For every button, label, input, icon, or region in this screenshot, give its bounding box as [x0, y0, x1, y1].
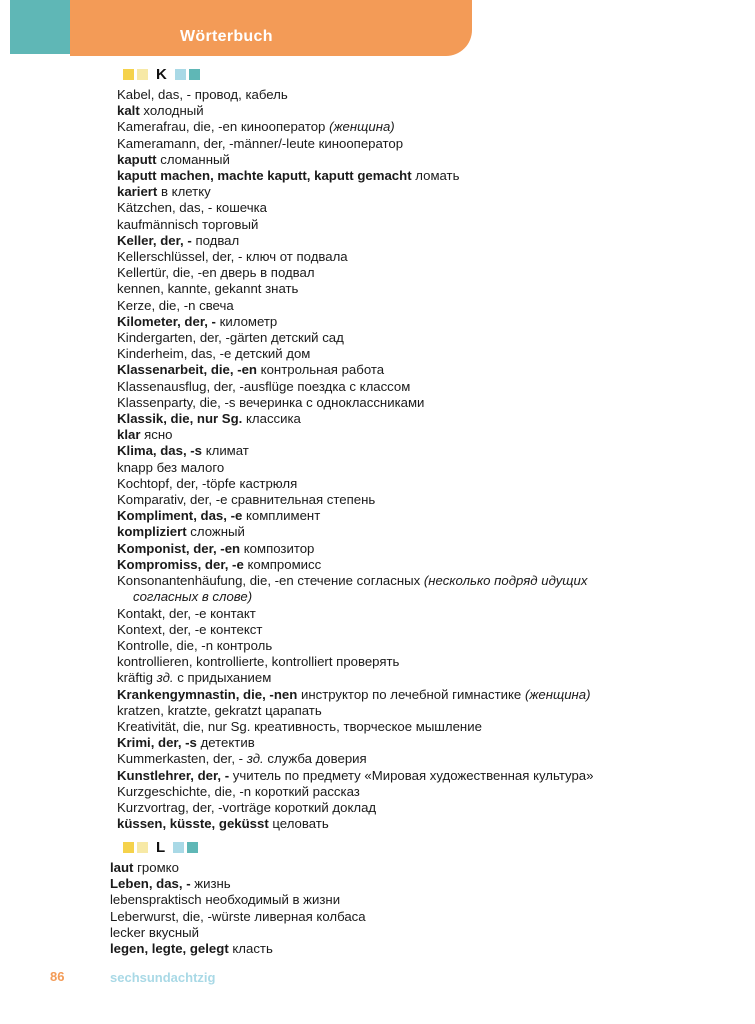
- dictionary-entry: [117, 670, 677, 686]
- german-word: Kontrolle, die, -n: [117, 637, 214, 653]
- russian-translation: кинооператор: [240, 119, 326, 135]
- russian-translation: контроль: [216, 637, 273, 653]
- russian-translation: вечеринка с одноклассниками: [239, 394, 425, 410]
- yellow-square-icon: [123, 842, 134, 853]
- dictionary-entry: [117, 638, 677, 654]
- dictionary-entry: [117, 654, 677, 670]
- dictionary-entry: [117, 735, 677, 751]
- dictionary-entry: [117, 703, 677, 719]
- page-number-word: sechsundachtzig: [110, 970, 216, 985]
- russian-translation: класть: [232, 941, 273, 957]
- german-word: knapp: [117, 459, 153, 475]
- dictionary-entry: [110, 892, 670, 908]
- german-word: Komparativ, der, -e: [117, 492, 228, 508]
- german-word: Kreativität, die, nur Sg.: [117, 718, 251, 734]
- russian-translation: учитель по предмету «Мировая художественная культура»: [232, 767, 594, 783]
- russian-translation: целовать: [272, 816, 329, 832]
- german-word: Klassenparty, die, -s: [117, 394, 236, 410]
- german-word: Kompromiss, der, -e: [117, 556, 244, 572]
- german-word: Klassik, die, nur Sg.: [117, 411, 243, 427]
- dictionary-entry: [117, 119, 677, 135]
- dictionary-entry: [117, 557, 677, 573]
- dictionary-entry: [110, 941, 670, 957]
- dictionary-entry: [117, 411, 677, 427]
- russian-translation: стечение согласных: [297, 573, 421, 589]
- russian-translation: проверять: [336, 654, 400, 670]
- dictionary-entry: [117, 184, 677, 200]
- russian-translation: контрольная работа: [260, 362, 385, 378]
- russian-translation: детский дом: [235, 346, 311, 362]
- russian-translation: сломанный: [160, 151, 230, 167]
- page-title: Wörterbuch: [180, 28, 273, 45]
- russian-translation: классика: [246, 411, 301, 427]
- german-word: Kontakt, der, -e: [117, 605, 207, 621]
- german-word: kompliziert: [117, 524, 187, 540]
- russian-translation: вкусный: [148, 924, 199, 940]
- german-word: Kunstlehrer, der, -: [117, 767, 230, 783]
- german-word: Kinderheim, das, -e: [117, 346, 232, 362]
- german-word: Leberwurst, die, -würste: [110, 908, 251, 924]
- russian-translation: дверь в подвал: [220, 265, 315, 281]
- russian-translation: кинооператор: [318, 135, 404, 151]
- german-word: Kätzchen, das, -: [117, 200, 213, 216]
- section-letter: K: [156, 65, 167, 83]
- german-word: Kindergarten, der, -gärten: [117, 330, 268, 346]
- russian-translation: короткий доклад: [274, 799, 377, 815]
- russian-translation: ливерная колбаса: [254, 908, 366, 924]
- german-word: Kontext, der, -e: [117, 621, 207, 637]
- dictionary-entry: [117, 265, 677, 281]
- entry-list-l: [110, 860, 670, 957]
- german-word: küssen, küsste, geküsst: [117, 816, 269, 832]
- german-word: kräftig: [117, 670, 153, 686]
- russian-translation: контекст: [210, 621, 263, 637]
- dictionary-entry: [117, 460, 677, 476]
- russian-translation: в клетку: [161, 184, 211, 200]
- russian-translation: знать: [265, 281, 299, 297]
- dictionary-entry: [117, 816, 677, 832]
- russian-translation: ключ от подвала: [246, 249, 348, 265]
- russian-translation: детектив: [200, 735, 255, 751]
- light-yellow-square-icon: [137, 842, 148, 853]
- dictionary-entry: [117, 606, 677, 622]
- translation-note: (женщина): [329, 119, 395, 135]
- german-word: Kabel, das, -: [117, 87, 192, 102]
- light-blue-square-icon: [173, 842, 184, 853]
- german-word: Krankengymnastin, die, -nen: [117, 686, 298, 702]
- russian-translation: комплимент: [245, 508, 321, 524]
- russian-translation: царапать: [265, 702, 322, 718]
- section-letter: L: [156, 838, 166, 856]
- russian-translation: необходимый в жизни: [205, 892, 341, 908]
- german-word: Kochtopf, der, -töpfe: [117, 475, 236, 491]
- russian-translation: свеча: [199, 297, 234, 313]
- russian-translation: сложный: [190, 524, 245, 540]
- translation-note: (несколько подряд идущих: [423, 573, 588, 589]
- abbreviation: зд.: [246, 751, 264, 767]
- dictionary-entry: [110, 876, 670, 892]
- dictionary-entry: [117, 152, 677, 168]
- entry-list-k: [117, 87, 677, 832]
- german-word: Kurzgeschichte, die, -n: [117, 783, 252, 799]
- russian-translation: кошечка: [215, 200, 267, 216]
- russian-translation: служба доверия: [267, 751, 367, 767]
- german-word: Kellertür, die, -en: [117, 265, 217, 281]
- russian-translation: композитор: [243, 540, 315, 556]
- german-word: kariert: [117, 184, 158, 200]
- german-word: Kellerschlüssel, der, -: [117, 249, 243, 265]
- dictionary-entry: [117, 346, 677, 362]
- dictionary-entry: [117, 168, 677, 184]
- german-word: legen, legte, gelegt: [110, 941, 229, 957]
- german-word: Keller, der, -: [117, 232, 192, 248]
- german-word: Kamerafrau, die, -en: [117, 119, 238, 135]
- german-word: Kilometer, der, -: [117, 313, 216, 329]
- russian-translation: ломать: [415, 168, 460, 184]
- dictionary-entry: [117, 508, 677, 524]
- russian-translation: креативность, творческое мышление: [254, 718, 482, 734]
- dictionary-entry: [117, 217, 677, 233]
- dictionary-entry: [117, 362, 677, 378]
- dictionary-entry: [117, 281, 677, 297]
- russian-translation: инструктор по лечебной гимнастике: [300, 686, 522, 702]
- dictionary-entry: [117, 249, 677, 265]
- russian-translation: кастрюля: [239, 475, 298, 491]
- dictionary-entry: [117, 719, 677, 735]
- light-yellow-square-icon: [137, 69, 148, 80]
- german-word: lecker: [110, 924, 146, 940]
- russian-translation: торговый: [202, 216, 259, 232]
- dictionary-entry: [117, 379, 677, 395]
- dictionary-entry: [117, 768, 677, 784]
- dictionary-entry: [117, 573, 677, 605]
- dictionary-entry: [117, 200, 677, 216]
- russian-translation: километр: [219, 313, 278, 329]
- german-word: Kummerkasten, der, -: [117, 751, 244, 767]
- dictionary-entry: [117, 395, 677, 411]
- abbreviation: зд.: [156, 670, 174, 686]
- german-word: Kameramann, der, -männer/-leute: [117, 135, 315, 151]
- dictionary-entry: [117, 784, 677, 800]
- russian-translation: детский сад: [270, 330, 344, 346]
- section-header-k: [123, 66, 200, 82]
- dictionary-entry: [117, 492, 677, 508]
- german-word: kaputt machen, machte kaputt, kaputt gemacht: [117, 168, 412, 184]
- german-word: kontrollieren, kontrollierte, kontrolliert: [117, 654, 333, 670]
- dictionary-entry: [117, 330, 677, 346]
- dictionary-entry: [117, 314, 677, 330]
- german-word: Kurzvortrag, der, -vorträge: [117, 799, 271, 815]
- teal-square-icon: [187, 842, 198, 853]
- russian-translation: громко: [137, 860, 179, 875]
- dictionary-entry: [117, 443, 677, 459]
- dictionary-entry: [117, 800, 677, 816]
- german-word: Konsonantenhäufung, die, -en: [117, 573, 294, 589]
- teal-square-icon: [189, 69, 200, 80]
- german-word: kratzen, kratzte, gekratzt: [117, 702, 262, 718]
- dictionary-entry: [117, 687, 677, 703]
- german-word: laut: [110, 860, 134, 875]
- german-word: klar: [117, 427, 141, 443]
- russian-translation: без малого: [156, 459, 225, 475]
- header-teal-block: [10, 0, 70, 54]
- german-word: Komponist, der, -en: [117, 540, 241, 556]
- german-word: Klassenarbeit, die, -en: [117, 362, 257, 378]
- dictionary-entry: [110, 860, 670, 876]
- dictionary-entry: [117, 476, 677, 492]
- german-word: Kerze, die, -n: [117, 297, 196, 313]
- russian-translation: контакт: [210, 605, 256, 621]
- german-word: kaputt: [117, 151, 157, 167]
- german-word: kalt: [117, 103, 140, 119]
- dictionary-entry: [117, 622, 677, 638]
- russian-translation: с придыханием: [177, 670, 272, 686]
- german-word: kaufmännisch: [117, 216, 199, 232]
- dictionary-entry: [117, 751, 677, 767]
- dictionary-entry: [110, 909, 670, 925]
- dictionary-entry: [117, 87, 677, 103]
- russian-translation: поездка с классом: [297, 378, 411, 394]
- russian-translation: сравнительная степень: [231, 492, 376, 508]
- german-word: Kompliment, das, -e: [117, 508, 243, 524]
- german-word: Klassenausflug, der, -ausflüge: [117, 378, 294, 394]
- page-number: 86: [50, 969, 65, 984]
- translation-note: (женщина): [524, 686, 591, 702]
- dictionary-entry: [117, 103, 677, 119]
- dictionary-entry: [117, 136, 677, 152]
- german-word: lebenspraktisch: [110, 892, 202, 908]
- section-header-l: [123, 839, 198, 855]
- light-blue-square-icon: [175, 69, 186, 80]
- russian-translation: климат: [205, 443, 249, 459]
- dictionary-entry: [117, 427, 677, 443]
- russian-translation: короткий рассказ: [254, 783, 360, 799]
- yellow-square-icon: [123, 69, 134, 80]
- dictionary-entry: [117, 541, 677, 557]
- dictionary-entry: [117, 233, 677, 249]
- translation-note-continued: согласных в слове): [133, 589, 253, 605]
- german-word: Klima, das, -s: [117, 443, 203, 459]
- dictionary-entry: [110, 925, 670, 941]
- german-word: Krimi, der, -s: [117, 735, 197, 751]
- german-word: kennen, kannte, gekannt: [117, 281, 262, 297]
- dictionary-entry: [117, 298, 677, 314]
- russian-translation: ясно: [144, 427, 173, 443]
- russian-translation: подвал: [195, 232, 240, 248]
- dictionary-entry: [117, 524, 677, 540]
- german-word: Leben, das, -: [110, 876, 191, 892]
- russian-translation: компромисс: [247, 556, 322, 572]
- russian-translation: жизнь: [194, 876, 231, 892]
- russian-translation: провод, кабель: [194, 87, 288, 102]
- russian-translation: холодный: [143, 103, 204, 119]
